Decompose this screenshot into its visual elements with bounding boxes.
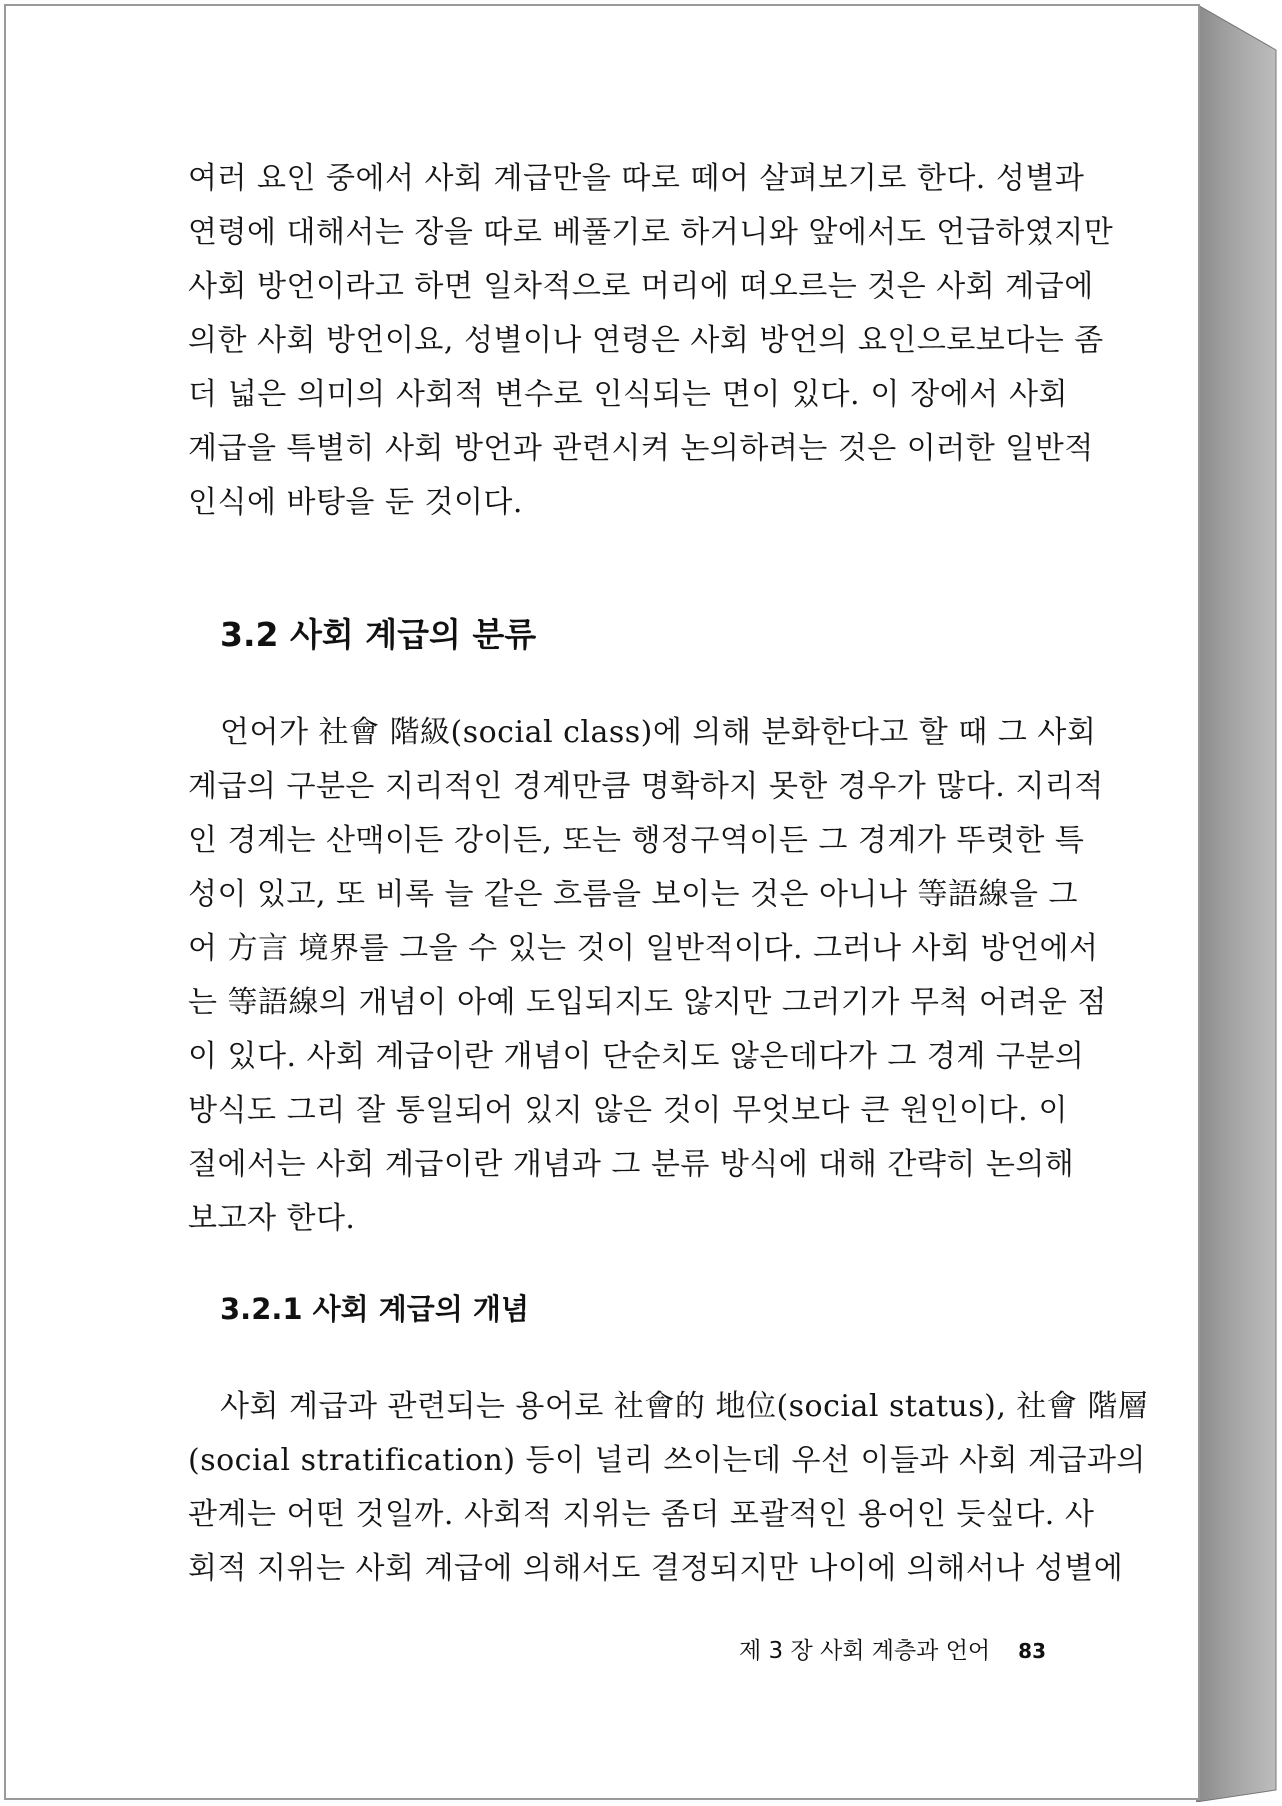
text-line: 관계는 어떤 것일까. 사회적 지위는 좀더 포괄적인 용어인 듯싶다. 사 xyxy=(188,1497,1095,1532)
book-page xyxy=(4,4,1200,1800)
text-line: 사회 계급과 관련되는 용어로 社會的 地位(social status), 社會 階層 xyxy=(220,1389,1149,1424)
text-line: 계급의 구분은 지리적인 경계만큼 명확하지 못한 경우가 많다. 지리적 xyxy=(188,769,1104,804)
text-line: 인식에 바탕을 둔 것이다. xyxy=(188,485,523,520)
text-line: 회적 지위는 사회 계급에 의해서도 결정되지만 나이에 의해서나 성별에 xyxy=(188,1551,1124,1586)
text-line: 성이 있고, 또 비록 늘 같은 흐름을 보이는 것은 아니나 等語線을 그 xyxy=(188,877,1078,912)
text-line: 의한 사회 방언이요, 성별이나 연령은 사회 방언의 요인으로보다는 좀 xyxy=(188,323,1104,358)
page-footer xyxy=(6,1632,1046,1665)
subsection-heading: 3.2.1 사회 계급의 개념 xyxy=(220,1292,529,1326)
text-line: 더 넓은 의미의 사회적 변수로 인식되는 면이 있다. 이 장에서 사회 xyxy=(188,377,1068,412)
page-number: 83 xyxy=(1018,1639,1046,1663)
text-line: 어 方言 境界를 그을 수 있는 것이 일반적이다. 그러나 사회 방언에서 xyxy=(188,931,1099,966)
text-line: 절에서는 사회 계급이란 개념과 그 분류 방식에 대해 간략히 논의해 xyxy=(188,1147,1075,1182)
section-heading: 3.2 사회 계급의 분류 xyxy=(220,615,537,654)
paragraph-2 xyxy=(188,706,1107,1246)
text-line: 이 있다. 사회 계급이란 개념이 단순치도 않은데다가 그 경계 구분의 xyxy=(188,1039,1085,1074)
text-line: 사회 방언이라고 하면 일차적으로 머리에 떠오르는 것은 사회 계급에 xyxy=(188,269,1094,304)
paragraph-3 xyxy=(188,1380,1149,1596)
text-line: (social stratification) 등이 널리 쓰이는데 우선 이들과 사회 계급과의 xyxy=(188,1443,1146,1478)
text-line: 여러 요인 중에서 사회 계급만을 따로 떼어 살펴보기로 한다. 성별과 xyxy=(188,161,1085,196)
page-edge-thickness xyxy=(1196,4,1278,1802)
text-line: 인 경계는 산맥이든 강이든, 또는 행정구역이든 그 경계가 뚜렷한 특 xyxy=(188,823,1085,858)
text-line: 보고자 한다. xyxy=(188,1201,356,1236)
text-line: 언어가 社會 階級(social class)에 의해 분화한다고 할 때 그 사회 xyxy=(220,715,1097,750)
text-line: 방식도 그리 잘 통일되어 있지 않은 것이 무엇보다 큰 원인이다. 이 xyxy=(188,1093,1068,1128)
text-line: 는 等語線의 개념이 아예 도입되지도 않지만 그러기가 무척 어려운 점 xyxy=(188,985,1107,1020)
text-line: 계급을 특별히 사회 방언과 관련시켜 논의하려는 것은 이러한 일반적 xyxy=(188,431,1094,466)
page-content xyxy=(188,152,1149,1596)
text-line: 연령에 대해서는 장을 따로 베풀기로 하거니와 앞에서도 언급하였지만 xyxy=(188,215,1114,250)
running-title: 제 3 장 사회 계층과 언어 xyxy=(739,1638,991,1664)
paragraph-1 xyxy=(188,152,1114,530)
